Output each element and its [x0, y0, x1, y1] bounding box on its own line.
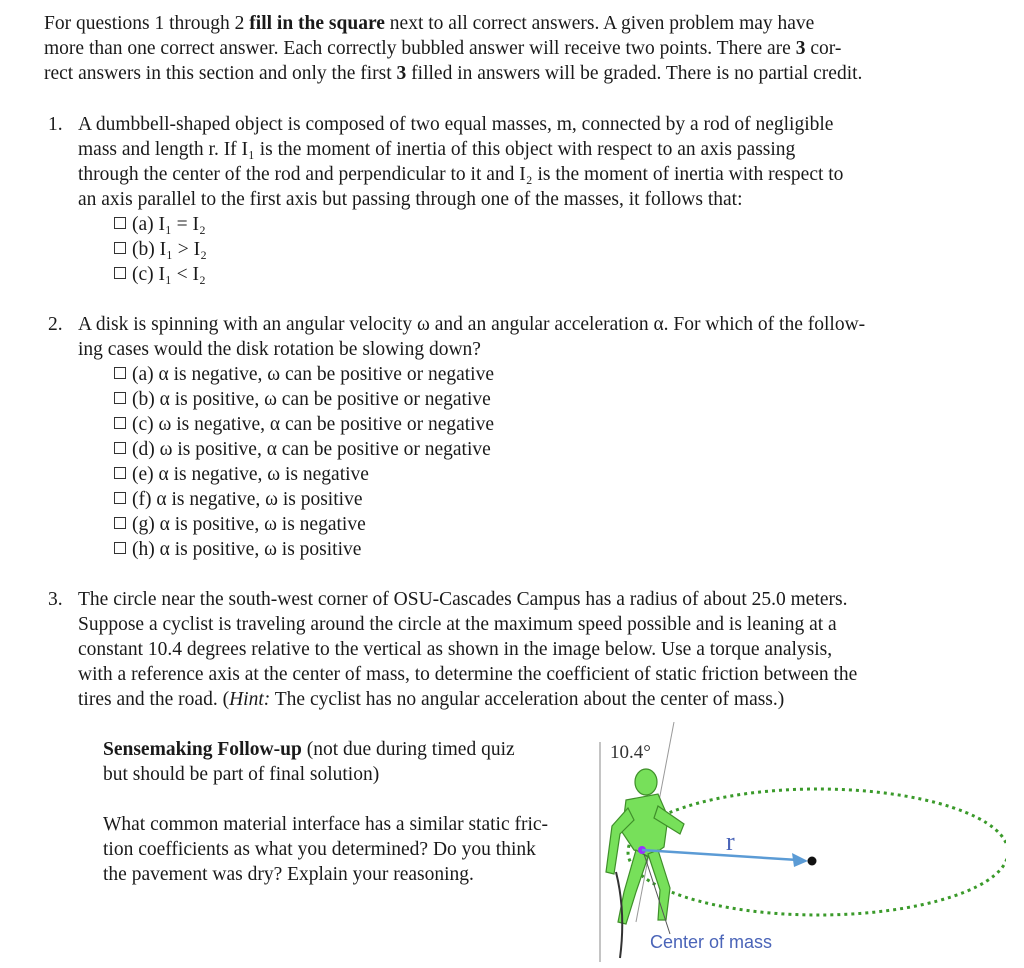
q1-checkbox-c[interactable]: [114, 267, 126, 279]
q2-checkbox-a[interactable]: [114, 367, 126, 379]
q2-option-f: (f) α is negative, ω is positive: [114, 487, 362, 512]
q2-option-g: (g) α is positive, ω is negative: [114, 512, 366, 537]
q1-checkbox-b[interactable]: [114, 242, 126, 254]
q2-line-2: ing cases would the disk rotation be slowing down?: [78, 339, 481, 360]
q2-option-a: (a) α is negative, ω can be positive or negative: [114, 362, 494, 387]
q3-number: 3.: [48, 589, 63, 610]
q3-line-3: constant 10.4 degrees relative to the vertical as shown in the image below. Use a torque analysis,: [78, 639, 833, 660]
followup-para-3: the pavement was dry? Explain your reasoning.: [103, 864, 474, 885]
q1-line-1: A dumbbell-shaped object is composed of two equal masses, m, connected by a rod of negligible: [78, 114, 834, 135]
q2-checkbox-g[interactable]: [114, 517, 126, 529]
q2-option-b: (b) α is positive, ω can be positive or negative: [114, 387, 491, 412]
q2-checkbox-h[interactable]: [114, 542, 126, 554]
q1-option-c: (c) I₁ < I₂: [114, 262, 206, 287]
q3-line-4: with a reference axis at the center of mass, to determine the coefficient of static friction between the: [78, 664, 858, 685]
center-of-mass-label: Center of mass: [650, 932, 773, 952]
q2-option-h: (h) α is positive, ω is positive: [114, 537, 361, 562]
angle-label: 10.4°: [610, 742, 651, 763]
q2-checkbox-d[interactable]: [114, 442, 126, 454]
q2-line-1: A disk is spinning with an angular velocity ω and an angular acceleration α. For which of the follow-: [78, 314, 866, 335]
q1-number: 1.: [48, 114, 63, 135]
q2-checkbox-b[interactable]: [114, 392, 126, 404]
q2-option-e: (e) α is negative, ω is negative: [114, 462, 369, 487]
followup-line-2: but should be part of final solution): [103, 764, 380, 785]
q3-line-5: tires and the road. (Hint: The cyclist has no angular acceleration about the center of mass.): [78, 689, 785, 710]
radius-label: r: [726, 827, 735, 856]
q2-option-c: (c) ω is negative, α can be positive or negative: [114, 412, 494, 437]
followup-para-1: What common material interface has a similar static fric-: [103, 814, 549, 835]
q2-checkbox-c[interactable]: [114, 417, 126, 429]
q2-checkbox-e[interactable]: [114, 467, 126, 479]
radius-arrowhead: [792, 853, 808, 867]
q1-line-4: an axis parallel to the first axis but passing through one of the masses, it follows that:: [78, 189, 743, 210]
cyclist-icon: [606, 769, 684, 924]
intro-line-2: more than one correct answer. Each correctly bubbled answer will receive two points. There are 3 cor-: [44, 38, 842, 59]
q1-line-3: through the center of the rod and perpendicular to it and I₂ is the moment of inertia with respect to: [78, 164, 844, 185]
intro-line-1: For questions 1 through 2 fill in the square next to all correct answers. A given problem may have: [44, 13, 815, 34]
q2-checkbox-f[interactable]: [114, 492, 126, 504]
intro-line-3: rect answers in this section and only the first 3 filled in answers will be graded. There is no partial credit.: [44, 63, 863, 84]
q2-number: 2.: [48, 314, 63, 335]
followup-heading: Sensemaking Follow-up (not due during timed quiz: [103, 739, 515, 760]
q3-line-1: The circle near the south-west corner of OSU-Cascades Campus has a radius of about 25.0 meters.: [78, 589, 848, 610]
cyclist-figure: [596, 722, 1006, 962]
q1-option-a: (a) I₁ = I₂: [114, 212, 206, 237]
q3-line-2: Suppose a cyclist is traveling around the circle at the maximum speed possible and is leaning at a: [78, 614, 837, 635]
q1-option-b: (b) I₁ > I₂: [114, 237, 207, 262]
q1-line-2: mass and length r. If I₁ is the moment of inertia of this object with respect to an axis passing: [78, 139, 796, 160]
followup-para-2: tion coefficients as what you determined? Do you think: [103, 839, 536, 860]
radius-arrow: [642, 850, 798, 860]
circle-center-dot: [808, 857, 817, 866]
q1-checkbox-a[interactable]: [114, 217, 126, 229]
q2-option-d: (d) ω is positive, α can be positive or negative: [114, 437, 491, 462]
